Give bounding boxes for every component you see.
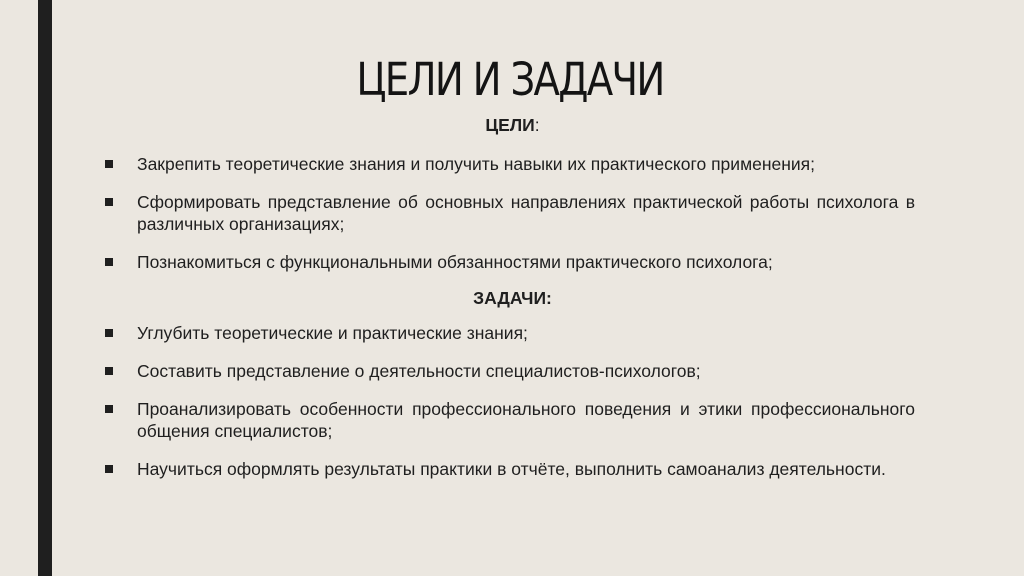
tasks-list (100, 322, 915, 496)
goals-heading (100, 114, 925, 136)
square-bullet-icon (105, 465, 113, 473)
list-item (100, 191, 915, 235)
slide-title: ЦЕЛИ И ЗАДАЧИ (356, 53, 664, 106)
list-item (100, 398, 915, 442)
list-item-text: Познакомиться с функциональными обязанностями практического психолога; (137, 252, 773, 272)
list-item (100, 251, 915, 273)
list-item-text: Сформировать представление об основных направлениях практической работы психолога в различных организациях; (137, 192, 915, 234)
tasks-heading (100, 287, 925, 309)
square-bullet-icon (105, 329, 113, 337)
goals-heading-label: ЦЕЛИ (485, 115, 535, 135)
list-item-text: Научиться оформлять результаты практики в отчёте, выполнить самоанализ деятельности. (137, 459, 886, 479)
accent-bar (38, 0, 52, 576)
list-item (100, 360, 915, 382)
square-bullet-icon (105, 367, 113, 375)
list-item-text: Закрепить теоретические знания и получить навыки их практического применения; (137, 154, 816, 174)
goals-heading-colon: : (534, 115, 540, 135)
list-item (100, 322, 915, 344)
list-item-text: Составить представление о деятельности специалистов-психологов; (137, 361, 701, 381)
goals-list (100, 153, 915, 289)
list-item-text: Проанализировать особенности профессионального поведения и этики профессионального общения специалистов; (137, 399, 915, 441)
square-bullet-icon (105, 160, 113, 168)
square-bullet-icon (105, 258, 113, 266)
tasks-heading-label: ЗАДАЧИ: (473, 288, 552, 308)
square-bullet-icon (105, 198, 113, 206)
list-item-text: Углубить теоретические и практические знания; (137, 323, 528, 343)
list-item (100, 153, 915, 175)
list-item (100, 458, 915, 480)
square-bullet-icon (105, 405, 113, 413)
